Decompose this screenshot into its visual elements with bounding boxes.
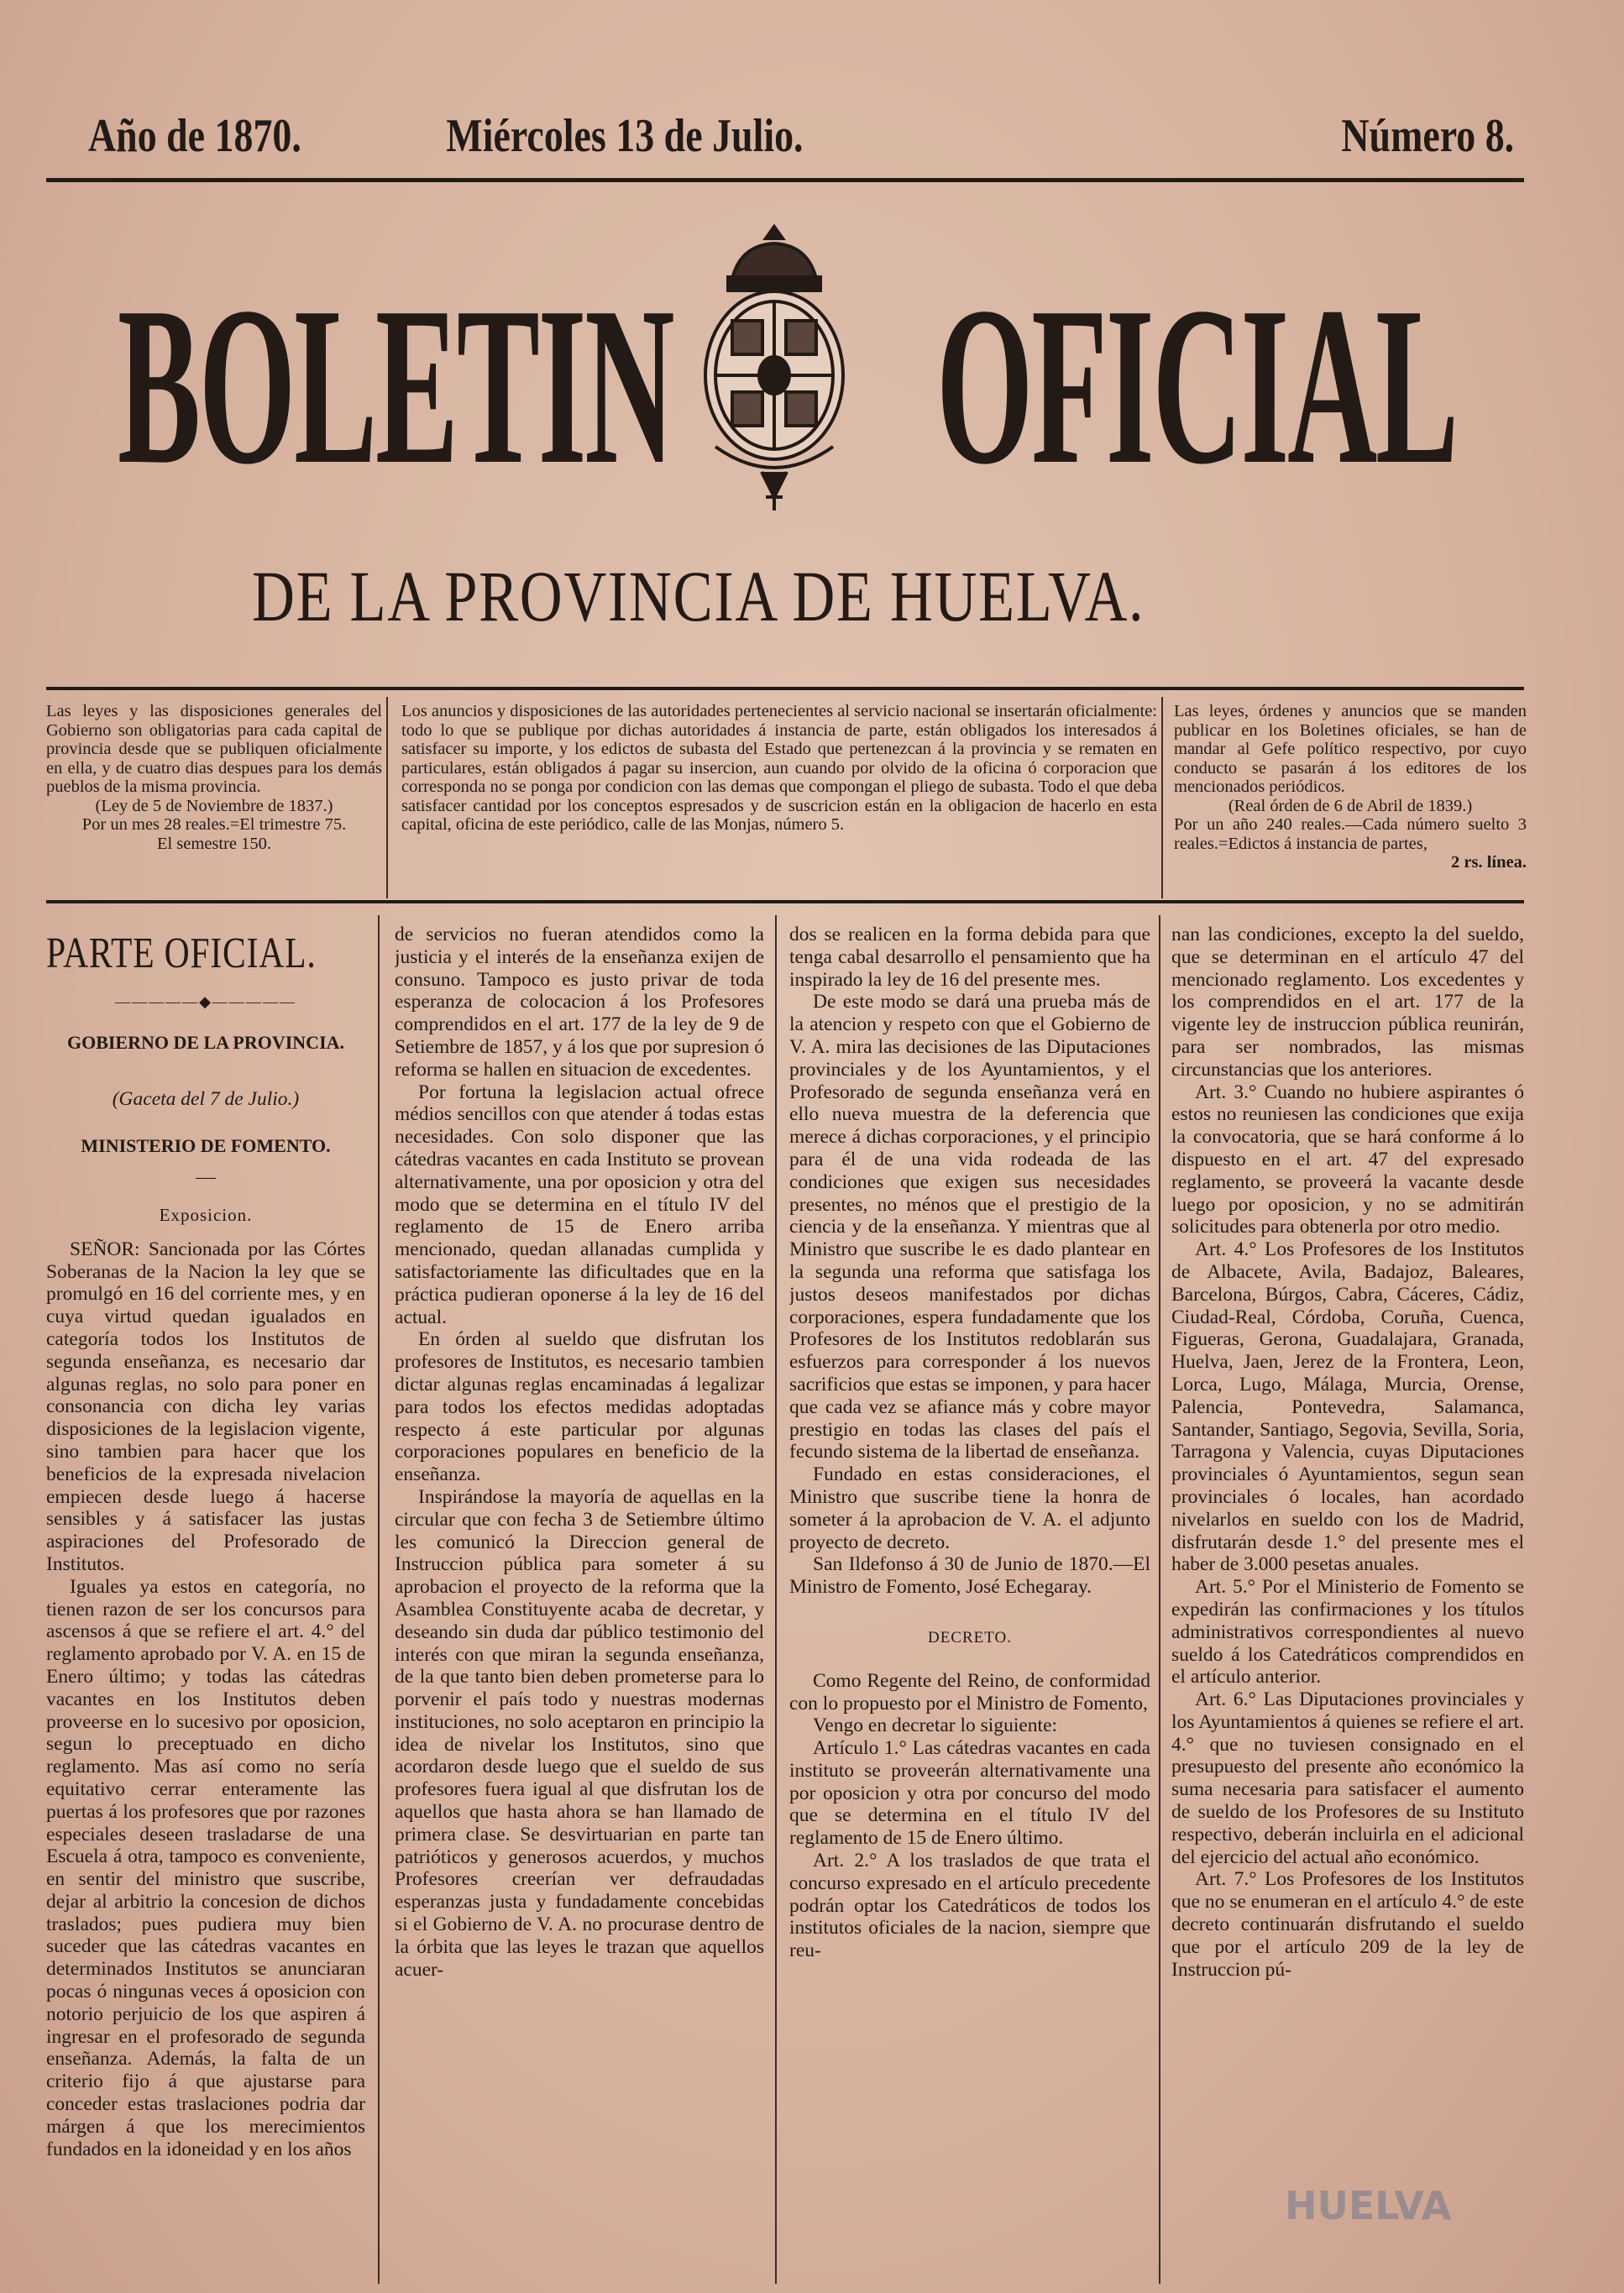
notice-divider	[1161, 697, 1163, 898]
notice-right-price: Por un año 240 reales.—Cada número suelto 3 reales.=Edictos á instancia de partes,	[1174, 815, 1527, 853]
masthead-dateline	[88, 109, 1515, 168]
year-label: Año de 1870.	[88, 110, 301, 162]
ornament-divider-icon: —————◆—————	[115, 993, 296, 1010]
exposicion-heading: Exposicion.	[159, 1204, 253, 1225]
paragraph: Fundado en estas consideraciones, el Ministro que suscribe tiene la honra de someter á la aprobacion de V. A. el adjunto proyecto de decreto.	[789, 1463, 1150, 1553]
watermark-text: HUELVA	[1285, 2183, 1452, 2228]
notice-left-semester: El semestre 150.	[156, 834, 272, 853]
archive-watermark	[1285, 2183, 1495, 2275]
paragraph: Art. 4.° Los Profesores de los Institutos de Albacete, Avila, Badajoz, Baleares, Barcelona, Búrgos, Cabra, Cáceres, Cádiz, Ciudad-Real, Córdoba, Coruña, Cuenca, Figueras, Gerona, Guadalajara, Granada, Huelva, Jaen, Jerez de la Frontera, Leon, Lorca, Lugo, Málaga, Murcia, Orense, Palencia, Pontevedra, Salamanca, Santander, Santiago, Segovia, Sevilla, Soria, Tarragona y Valencia, cuyas Diputaciones provinciales ó Ayuntamientos, segun sean provinciales ó locales, han acordado nivelarlos en sueldo con los de Madrid, disfrutarán desde 1.° del presente mes el haber de 3.000 pesetas anuales.	[1171, 1238, 1524, 1576]
paragraph: De este modo se dará una prueba más de la atencion y respeto con que el Gobierno de V. A. mira las decisiones de las Diputaciones provinciales y de los Ayuntamientos, y el Profesorado de segunda enseñanza verá en ello nueva muestra de la deferencia que merece á dichas corporaciones, y el principio para él de una vida rodeada de las condiciones que exigen sus necesidades presentes, no ménos que el prestigio de la ciencia y de la enseñanza. Y mientras que al Ministro que suscribe le es dado plantear en la segunda una reforma que satisfaga los justos deseos manifestados por dichas corporaciones, espera fundadamente que los Profesores de los Institutos redoblarán sus esfuerzos para corresponder á los nuevos sacrificios que estas se imponen, y para hacer que cada vez se afiance más y cobre mayor prestigio en todas las clases del país el fecundo sistema de la libertad de enseñanza.	[789, 991, 1150, 1463]
notice-right-line-rate: 2 rs. línea.	[1451, 853, 1527, 872]
notice-left-law: (Ley de 5 de Noviembre de 1837.)	[95, 796, 333, 815]
paragraph: Como Regente del Reino, de conformidad con lo propuesto por el Ministro de Fomento,	[789, 1669, 1150, 1715]
column-3	[789, 924, 1150, 2284]
notice-center-text: Los anuncios y disposiciones de las autoridades pertenecientes al servicio nacional se insertarán oficialmente: todo lo que se publique por dichas autoridades á instancia de parte, están obligados los interesados á satisfacer su importe, y los edictos de subasta del Estado que pertenezcan á la provincia y se rematen en particulares, están obligados á pagar su insercion, aun cuando por olvido de la oficina ó corporacion que corresponda no se ponga por condicion con las demas que compongan el pliego de subasta. Todo el que deba satisfacer cantidad por los conceptos espresados y de suscricion están en la obligacion de hacerlo en esta capital, oficina de este periódico, calle de las Monjas, número 5.	[401, 702, 1157, 834]
notices-top-rule	[46, 687, 1524, 690]
column-2	[395, 924, 764, 2284]
paragraph: San Ildefonso á 30 de Junio de 1870.—El Ministro de Fomento, José Echegaray.	[789, 1553, 1150, 1599]
paragraph: Art. 7.° Los Profesores de los Institutos que no se enumeran en el artículo 4.° de este decreto continuarán disfrutando el sueldo que por el artículo 209 de la ley de Instruccion pú-	[1171, 1868, 1524, 1981]
date-label: Miércoles 13 de Julio.	[446, 110, 804, 162]
subtitle: DE LA PROVINCIA DE HUELVA.	[252, 556, 1145, 636]
paragraph: dos se realicen en la forma debida para que tenga cabal desarrollo el pensamiento que ha inspirado la ley de 16 del presente mes.	[789, 924, 1150, 991]
column-1	[46, 924, 365, 2284]
header-rule	[46, 178, 1524, 182]
column-divider	[378, 915, 380, 2284]
decreto-heading: DECRETO.	[927, 1628, 1012, 1646]
paragraph: Art. 6.° Las Diputaciones provinciales y los Ayuntamientos á quienes se refiere el art. 4.° que no tuviesen consignado en el presupuesto del presente año económico la suma necesaria para satisfacer el aumento de sueldo de los Profesores de su Instituto respectivo, deberán incluirla en el adicional del ejercicio del actual año económico.	[1171, 1688, 1524, 1868]
column-4	[1171, 924, 1524, 2284]
paragraph: Inspirándose la mayoría de aquellas en la circular que con fecha 3 de Setiembre último les comunicó la Direccion general de Instruccion pública para someter á su aprobacion el proyecto de la reforma que la Asamblea Constituyente acaba de decretar, y deseando sin duda dar público testimonio del interés con que miran la segunda enseñanza, de la que tanto bien deben prometerse para lo porvenir el país todo y nuestras modernas instituciones, no solo aceptaron en principio la idea de nivelar los Institutos, sino que acordaron desde luego que el sueldo de sus profesores fuera igual al que disfrutan los de aquellos que hasta ahora se han llamado de primera clase. Se desvirtuarian en parte tan patrióticos y generosos acuerdos, y muchos Profesores creerían ver defraudadas esperanzas justa y fundadamente concebidas si el Gobierno de V. A. no procurase dentro de la órbita que las leyes le trazan que aquellos acuer-	[395, 1485, 764, 1981]
paragraph: Artículo 1.° Las cátedras vacantes en cada instituto se proveerán alternativamente una por oposicion y otra por concurso del modo que se determina en el título IV del reglamento de 15 de Enero último.	[789, 1737, 1150, 1850]
title-right: OFICIAL	[936, 260, 1457, 511]
notice-right-text: Las leyes, órdenes y anuncios que se manden publicar en los Boletines oficiales, se han de mandar al Gefe político respectivo, por cuyo conducto se pasarán á los editores de los mencionados periódicos.	[1174, 702, 1527, 796]
column-divider	[1159, 915, 1160, 2284]
heading-dash: —	[196, 1166, 216, 1189]
notice-left-text: Las leyes y las disposiciones generales del Gobierno son obligatorias para cada capital de provincia desde que se publiquen oficialmente en ella, y de cuatro dias despues para los demás pueblos de la misma provincia.	[46, 702, 382, 796]
section-title: PARTE OFICIAL.	[46, 929, 317, 977]
title-left: BOLETIN	[118, 260, 673, 511]
notice-left	[46, 702, 382, 853]
notice-left-price: Por un mes 28 reales.=El trimestre 75.	[81, 815, 347, 834]
column-divider	[775, 915, 777, 2284]
paragraph: Iguales ya estos en categoría, no tienen razon de ser los concursos para ascensos á que se refiere el art. 4.° del reglamento aprobado por V. A. en 15 de Enero último; y todas las cátedras vacantes en los Institutos deben proveerse en lo sucesivo por oposicion, segun lo preceptuado en dicho reglamento. Mas así como no sería equitativo cerrar enteramente las puertas á los profesores que por razones especiales deseen trasladarse de una Escuela á otra, tampoco es conveniente, en sentir del ministro que suscribe, dejar al arbitrio la concesion de dichos traslados; pues pudiera muy bien suceder que las cátedras vacantes en determinados Institutos se anunciaran pocas ó ningunas veces á oposicion con notorio perjuicio de los que aspiren á ingresar en el profesorado de segunda enseñanza. Además, la falta de un criterio fijo á que ajustarse para conceder estas traslaciones podria dar márgen á que los merecimientos fundados en la idoneidad y en los años	[46, 1575, 365, 2160]
notice-divider	[386, 697, 388, 898]
gaceta-reference: (Gaceta del 7 de Julio.)	[112, 1087, 300, 1110]
issue-number: Número 8.	[1341, 110, 1515, 162]
notices-bottom-rule	[46, 900, 1524, 903]
paragraph: Vengo en decretar lo siguiente:	[813, 1715, 1058, 1737]
paragraph: nan las condiciones, excepto la del sueldo, que se determinan en el artículo 47 del mencionado reglamento. Los excedentes y los comprendidos en el art. 177 de la vigente ley de instruccion pública reunirán, para ser nombrados, las mismas circunstancias que los anteriores.	[1171, 924, 1524, 1081]
paragraph: En órden al sueldo que disfrutan los profesores de Institutos, es necesario tambien dictar algunas reglas encaminadas á legalizar para todos los efectos medidas adoptadas respecto á este particular por algunas corporaciones populares en beneficio de la enseñanza.	[395, 1328, 764, 1486]
paragraph: de servicios no fueran atendidos como la justicia y el interés de la enseñanza exijen de consuno. Tampoco es justo privar de toda esperanza de colocacion á los Profesores comprendidos en el art. 177 de la ley de 9 de Setiembre de 1857, y á los que por supresion ó reforma se hallen en situacion de excedentes.	[395, 924, 764, 1081]
notice-center	[401, 702, 1157, 835]
paragraph: Por fortuna la legislacion actual ofrece médios sencillos con que atender á todas estas necesidades. Con solo disponer que las cátedras vacantes en cada Instituto se provean alternativamente, una por oposicion y otra del modo que se determina en el título IV del reglamento de 15 de Enero arriba mencionado, quedan allanadas cumplida y satisfactoriamente las dificultades que en la práctica pudieran oponerse á la ley de 16 del actual.	[395, 1081, 764, 1328]
paragraph: SEÑOR: Sancionada por las Córtes Soberanas de la Nacion la ley que se promulgó en 16 del corriente mes, y en cuya virtud quedan igualados en categoría todos los Institutos de segunda enseñanza, es necesario dar algunas reglas, no solo para poner en consonancia con dicha ley varias disposiciones de la legislacion vigente, sino tambien para hacer que los beneficios de la expresada nivelacion empiecen desde luego á hacerse sensibles y á satisfacer las justas aspiraciones del Profesorado de Institutos.	[46, 1238, 365, 1575]
notice-right-order: (Real órden de 6 de Abril de 1839.)	[1228, 796, 1473, 815]
royal-coat-of-arms-icon	[682, 220, 867, 514]
paragraph: Art. 2.° A los traslados de que trata el concurso expresado en el artículo precedente podrán optar los Catedráticos de todos los institutos oficiales de la nacion, siempre que reu-	[789, 1850, 1150, 1962]
ministerio-heading: MINISTERIO DE FOMENTO.	[81, 1135, 331, 1157]
gobierno-heading: GOBIERNO DE LA PROVINCIA.	[66, 1031, 345, 1053]
paragraph: Art. 3.° Cuando no hubiere aspirantes ó estos no reuniesen las condiciones que exija la convocatoria, que se hará conforme á lo dispuesto en el art. 47 del expresado reglamento, se proveerá la vacante desde luego por oposicion, y no se admitirán solicitudes para obtenerla por otro medio.	[1171, 1081, 1524, 1238]
notice-right	[1174, 702, 1527, 872]
paragraph: Art. 5.° Por el Ministerio de Fomento se expedirán las confirmaciones y los títulos administrativos correspondientes al nuevo sueldo á los Catedráticos comprendidos en el artículo anterior.	[1171, 1576, 1524, 1688]
